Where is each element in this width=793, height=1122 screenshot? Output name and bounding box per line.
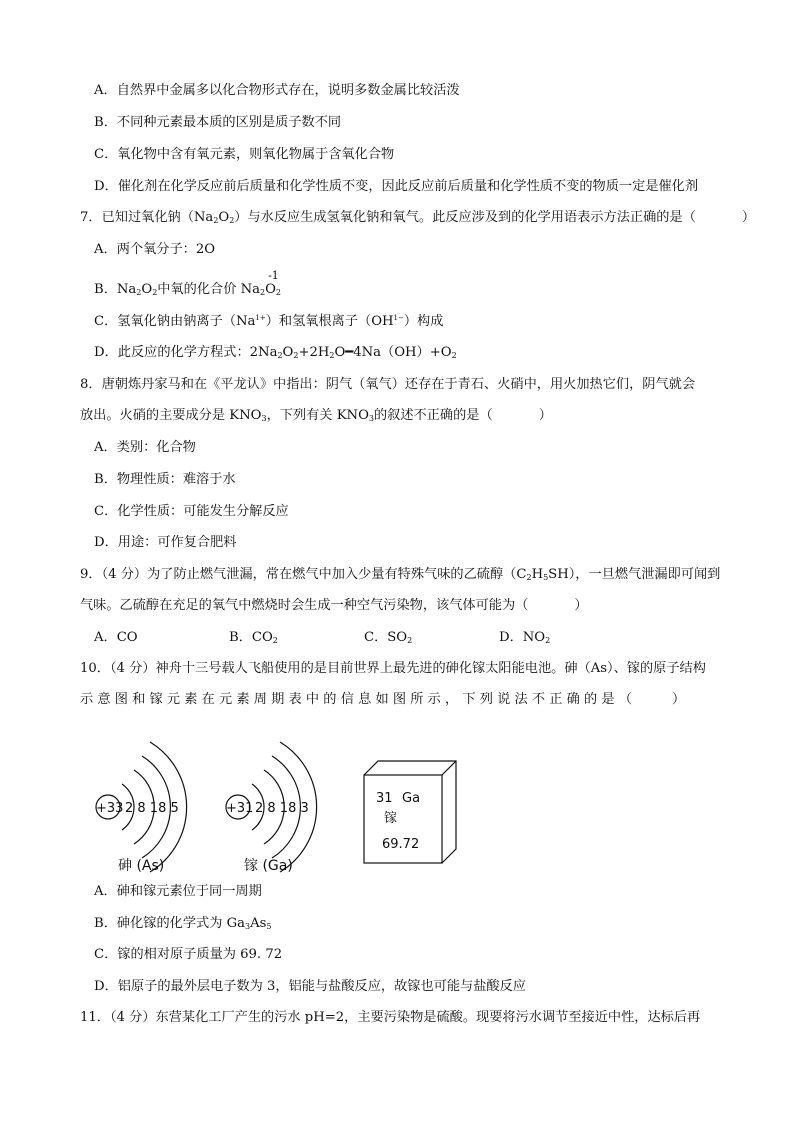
q7-option-b: B．$Na_2O_2$中氧的化合价 $Na_2$ -1 $O_2$ — [94, 269, 281, 297]
ga-atom-diagram — [226, 742, 317, 872]
q9-stem-line1: 9．（4 分）为了防止燃气泄漏，常在燃气中加入少量有特殊气味的乙硫醇$(C_2H_5SH)$，一旦燃气泄漏即可闻到 — [80, 567, 721, 582]
ga-atomic-number: 31 — [376, 791, 393, 806]
as-label: 砷 (As) — [118, 858, 165, 874]
q10-option-d: D．铝原子的最外层电子数为 3，铝能与盐酸反应，故镓也可能与盐酸反应 — [94, 979, 526, 994]
as-atom-diagram — [96, 742, 187, 872]
ga-name: 镓 — [384, 811, 398, 826]
as-nucleus-text: +33 — [96, 801, 124, 816]
q9-option-c: C．$SO_2$ — [364, 630, 413, 645]
q8-option-b: B．物理性质：难溶于水 — [94, 472, 236, 487]
ga-nucleus-text: +31 — [226, 801, 254, 816]
q6-option-b: B．不同种元素最本质的区别是质子数不同 — [94, 115, 342, 130]
q9-stem-line2: 气味。乙硫醇在充足的氧气中燃烧时会生成一种空气污染物，该气体可能为（ ） — [80, 598, 588, 613]
ga-element-card — [364, 761, 456, 863]
q8-stem-line1: 8．唐朝炼丹家马和在《平龙认》中指出：阴气（氧气）还存在于青石、火硝中，用火加热它们，阴气就会 — [80, 377, 696, 392]
q7-option-c: C．氢氧化钠由钠离子$(Na^{1+})$和氢氧根离子$(OH^{1-})$构成 — [94, 314, 444, 329]
q8-option-c: C．化学性质：可能发生分解反应 — [94, 504, 289, 519]
q8-stem-line2: 放出。火硝的主要成分是 $KNO_3$，下列有关 $KNO_3$的叙述不正确的是（ ） — [80, 408, 552, 423]
q8-option-a: A．类别：化合物 — [94, 440, 196, 455]
q10-option-c: C．镓的相对原子质量为 69. 72 — [94, 947, 283, 962]
q7-option-d: D．此反应的化学方程式：$2Na_2O_2+2H_2O━4Na(OH)+O_2$ — [94, 345, 457, 360]
q9-option-d: D．$NO_2$ — [499, 630, 551, 645]
q10-stem-line1: 10．（4 分）神舟十三号载人飞船使用的是目前世界上最先进的砷化镓太阳能电池。砷（As）、镓的原子结构 — [80, 661, 706, 676]
q10-stem-line2: 示 意 图 和 镓 元 素 在 元 素 周 期 表 中 的 信 息 如 图 所 示 ， 下 列 说 法 不 正 确 的 是 （ ） — [80, 692, 686, 707]
q9-option-a: A．CO — [94, 630, 138, 645]
ga-label: 镓 (Ga) — [244, 858, 293, 874]
q7-option-a: A．两个氧分子：2O — [94, 242, 216, 257]
q9-option-b: B．$CO_2$ — [229, 630, 278, 645]
q10-option-a: A．砷和镓元素位于同一周期 — [94, 884, 262, 899]
q6-option-a: A．自然界中金属多以化合物形式存在，说明多数金属比较活泼 — [94, 83, 460, 98]
q6-option-d: D．催化剂在化学反应前后质量和化学性质不变，因此反应前后质量和化学性质不变的物质一定是催化剂 — [94, 179, 699, 194]
q11-stem-line1: 11．（4 分）东营某化工厂产生的污水 pH=2，主要污染物是硫酸。现要将污水调节至接近中性，达标后再 — [80, 1010, 701, 1025]
valence-mark: -1 — [268, 269, 279, 282]
q8-option-d: D．用途：可作复合肥料 — [94, 535, 237, 550]
ga-shell-electrons: 2 8 18 3 — [255, 801, 309, 816]
as-shell-electrons: 2 8 18 5 — [125, 801, 179, 816]
q7-stem: 7．已知过氧化钠$(Na_2O_2)$与水反应生成氢氧化钠和氧气。此反应涉及到的化学用语表示方法正确的是（ ） — [80, 210, 756, 225]
q10-option-b: B．砷化镓的化学式为 $Ga_3As_5$ — [94, 916, 272, 931]
q6-option-c: C．氧化物中含有氧元素，则氧化物属于含氧化合物 — [94, 147, 395, 162]
ga-atomic-mass: 69.72 — [382, 837, 420, 852]
ga-symbol: Ga — [402, 791, 421, 806]
